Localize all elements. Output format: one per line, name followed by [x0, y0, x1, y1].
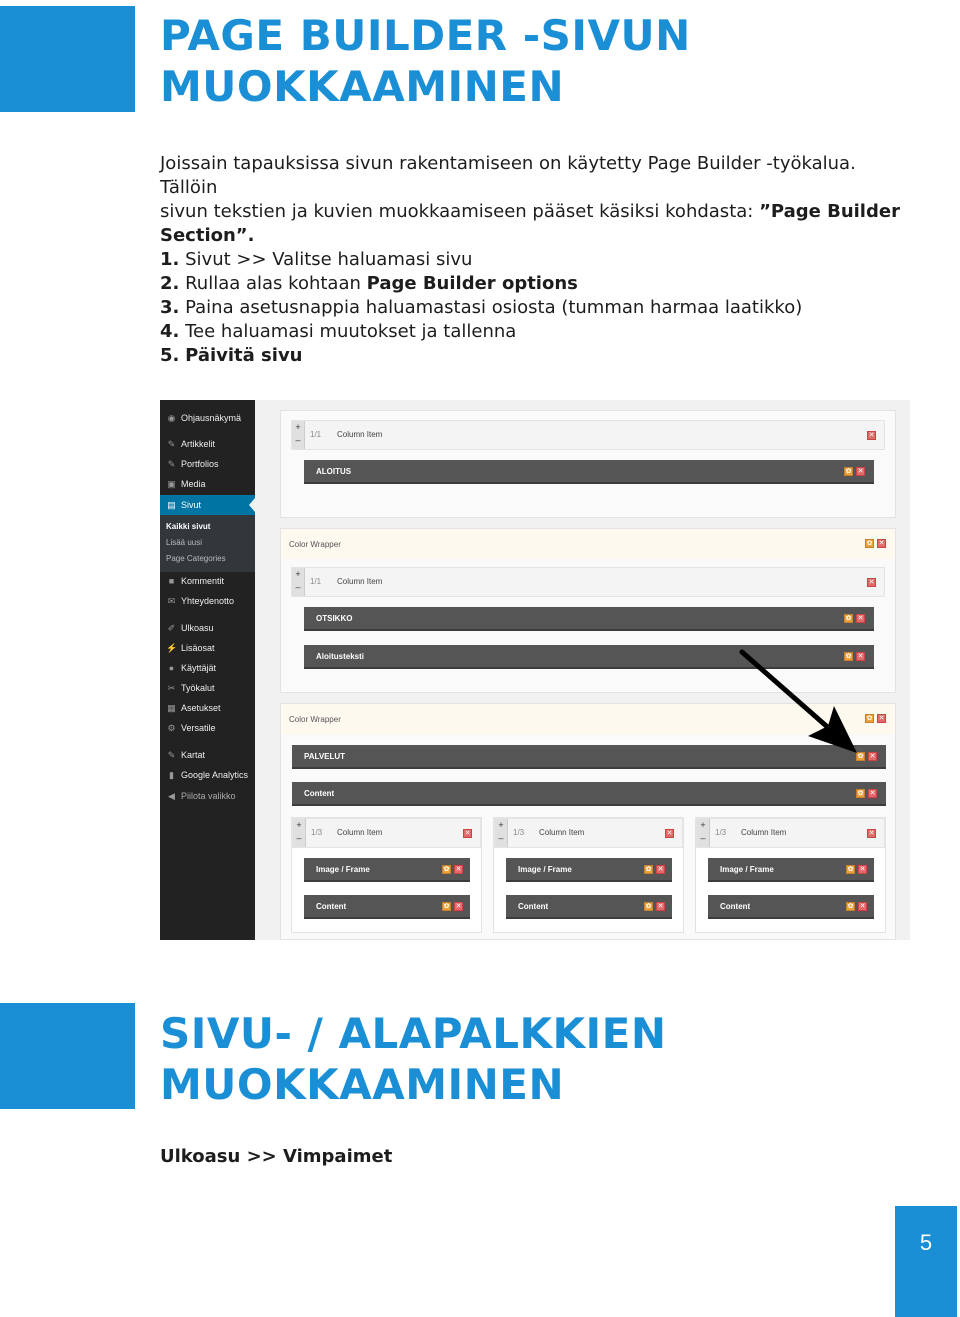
- close-icon[interactable]: ✕: [657, 903, 664, 910]
- gear-icon[interactable]: ✿: [645, 903, 652, 910]
- media-icon: ▣: [167, 479, 176, 489]
- plus-icon[interactable]: +: [498, 820, 504, 830]
- close-icon[interactable]: ✕: [464, 830, 471, 837]
- minus-icon[interactable]: –: [295, 435, 301, 445]
- close-icon[interactable]: ✕: [878, 715, 885, 722]
- gear-icon[interactable]: ✿: [847, 903, 854, 910]
- section-bar-otsikko[interactable]: OTSIKKO ✿ ✕: [304, 607, 874, 631]
- sidebar-item-ulkoasu[interactable]: ✐ Ulkoasu: [166, 620, 214, 636]
- title-line-1: SIVU- / ALAPALKKIEN: [160, 1009, 667, 1058]
- sidebar-item-media[interactable]: ▣ Media: [166, 476, 206, 492]
- plus-icon[interactable]: +: [295, 569, 301, 579]
- title-line-2: MUOKKAAMINEN: [160, 1060, 565, 1109]
- column-size: 1/3: [311, 828, 323, 837]
- section-bar-image-frame[interactable]: Image / Frame ✿ ✕: [708, 858, 874, 882]
- column-size: 1/1: [310, 577, 322, 586]
- step-item: 2. Rullaa alas kohtaan Page Builder options: [160, 273, 578, 294]
- column-size: 1/1: [310, 430, 322, 439]
- title-line-2: MUOKKAAMINEN: [160, 62, 565, 111]
- user-icon: ●: [168, 663, 175, 673]
- plus-icon[interactable]: +: [700, 820, 706, 830]
- gear-icon[interactable]: ✿: [857, 753, 864, 760]
- collapse-icon: ◀: [168, 791, 175, 801]
- gear-icon[interactable]: ✿: [866, 540, 873, 547]
- step-item: 4. Tee haluamasi muutokset ja tallenna: [160, 321, 517, 342]
- sidebar-item-kommentit[interactable]: ■ Kommentit: [166, 573, 224, 589]
- gear-icon[interactable]: ✿: [443, 903, 450, 910]
- gear-icon[interactable]: ✿: [847, 866, 854, 873]
- column-item-label: Column Item: [337, 430, 383, 439]
- annotation-arrow-icon: [160, 400, 910, 940]
- sidebar-item-ohjausnakyma[interactable]: ◉ Ohjausnäkymä: [166, 410, 241, 426]
- sidebar-item-asetukset[interactable]: ▦ Asetukset: [166, 700, 221, 716]
- close-icon[interactable]: ✕: [657, 866, 664, 873]
- sidebar-item-kayttajat[interactable]: ● Käyttäjät: [166, 660, 216, 676]
- section-accent-block: [0, 6, 135, 112]
- sidebar-item-yhteydenotto[interactable]: ✉ Yhteydenotto: [166, 593, 234, 609]
- step-item: 5. Päivitä sivu: [160, 345, 303, 366]
- close-icon[interactable]: ✕: [859, 903, 866, 910]
- pin-icon: ✎: [167, 750, 176, 760]
- section-bar-content[interactable]: Content ✿ ✕: [506, 895, 672, 919]
- section-title: [160, 10, 691, 112]
- close-icon[interactable]: ✕: [666, 830, 673, 837]
- minus-icon[interactable]: –: [296, 833, 302, 843]
- plus-icon[interactable]: +: [296, 820, 302, 830]
- intro-line-3: Section”.: [160, 225, 255, 246]
- column-item-label: Column Item: [337, 577, 383, 586]
- submenu-item-page-categories[interactable]: Page Categories: [166, 554, 226, 563]
- page-builder-screenshot: [160, 400, 910, 940]
- section-accent-block: [0, 1003, 135, 1109]
- sidebar-item-sivut[interactable]: ▤ Sivut: [160, 495, 255, 515]
- column-size: 1/3: [715, 828, 727, 837]
- section-bar-palvelut[interactable]: PALVELUT ✿ ✕: [292, 745, 886, 769]
- pages-icon: ▤: [167, 500, 176, 510]
- section-bar-content[interactable]: Content ✿ ✕: [304, 895, 470, 919]
- gear-icon[interactable]: ✿: [866, 715, 873, 722]
- close-icon[interactable]: ✕: [857, 615, 864, 622]
- intro-bold: ”Page Builder: [759, 201, 900, 222]
- wrench-icon: ✂: [167, 683, 176, 693]
- gear-icon[interactable]: ✿: [645, 866, 652, 873]
- column-item-label: Column Item: [337, 828, 383, 837]
- close-icon[interactable]: ✕: [455, 903, 462, 910]
- sidebar-item-portfolios[interactable]: ✎ Portfolios: [166, 456, 219, 472]
- title-line-1: PAGE BUILDER -SIVUN: [160, 11, 691, 60]
- settings-icon: ▦: [167, 703, 176, 713]
- column-item-label: Column Item: [539, 828, 585, 837]
- section-bar-image-frame[interactable]: Image / Frame ✿ ✕: [506, 858, 672, 882]
- brush-icon: ✐: [167, 623, 176, 633]
- column-item-label: Column Item: [741, 828, 787, 837]
- mail-icon: ✉: [167, 596, 176, 606]
- close-icon[interactable]: ✕: [857, 468, 864, 475]
- column-size: 1/3: [513, 828, 525, 837]
- plus-icon[interactable]: +: [295, 422, 301, 432]
- page-number: 5: [895, 1206, 957, 1317]
- sidebar-item-tyokalut[interactable]: ✂ Työkalut: [166, 680, 215, 696]
- intro-line-2: sivun tekstien ja kuvien muokkaamiseen pääset käsiksi kohdasta:: [160, 201, 760, 222]
- sidebar-item-google-analytics[interactable]: ▮ Google Analytics: [166, 767, 248, 783]
- intro-paragraph: [160, 152, 900, 248]
- close-icon[interactable]: ✕: [868, 579, 875, 586]
- minus-icon[interactable]: –: [295, 582, 301, 592]
- sidebar-item-versatile[interactable]: ⚙ Versatile: [166, 720, 216, 736]
- minus-icon[interactable]: –: [700, 833, 706, 843]
- plugin-icon: ⚡: [166, 643, 178, 653]
- gear-icon: ⚙: [167, 723, 176, 733]
- submenu-item-lisaa-uusi[interactable]: Lisää uusi: [166, 538, 203, 547]
- step-item: 1. Sivut >> Valitse haluamasi sivu: [160, 249, 473, 270]
- section-title: [160, 1008, 667, 1110]
- close-icon[interactable]: ✕: [869, 790, 876, 797]
- color-wrapper-label: Color Wrapper: [289, 715, 341, 724]
- gear-icon[interactable]: ✿: [857, 790, 864, 797]
- sidebar-item-kartat[interactable]: ✎ Kartat: [166, 747, 205, 763]
- dashboard-icon: ◉: [167, 413, 176, 423]
- section-bar-content[interactable]: Content ✿ ✕: [708, 895, 874, 919]
- close-icon[interactable]: ✕: [878, 540, 885, 547]
- gear-icon[interactable]: ✿: [845, 615, 852, 622]
- close-icon[interactable]: ✕: [868, 830, 875, 837]
- close-icon[interactable]: ✕: [868, 432, 875, 439]
- section-bar-aloitusteksti[interactable]: Aloitusteksti ✿ ✕: [304, 645, 874, 669]
- section-bar-content[interactable]: Content ✿ ✕: [292, 782, 886, 806]
- color-wrapper-label: Color Wrapper: [289, 540, 341, 549]
- close-icon[interactable]: ✕: [857, 653, 864, 660]
- sidebar-item-artikkelit[interactable]: ✎ Artikkelit: [166, 436, 215, 452]
- gear-icon[interactable]: ✿: [443, 866, 450, 873]
- close-icon[interactable]: ✕: [869, 753, 876, 760]
- sidebar-item-piilota-valikko[interactable]: ◀ Piilota valikko: [166, 788, 236, 804]
- chart-icon: ▮: [169, 770, 174, 780]
- steps-list: [160, 248, 802, 368]
- intro-line-1: Joissain tapauksissa sivun rakentamiseen on käytetty Page Builder -työkalua. Tällöin: [160, 153, 856, 198]
- gear-icon[interactable]: ✿: [845, 468, 852, 475]
- section-bar-image-frame[interactable]: Image / Frame ✿ ✕: [304, 858, 470, 882]
- comment-icon: ■: [168, 576, 175, 586]
- pin-icon: ✎: [167, 439, 176, 449]
- section-bar-aloitus[interactable]: ALOITUS ✿ ✕: [304, 460, 874, 484]
- gear-icon[interactable]: ✿: [845, 653, 852, 660]
- navigation-path: Ulkoasu >> Vimpaimet: [160, 1146, 393, 1167]
- pin-icon: ✎: [167, 459, 176, 469]
- sidebar-item-lisaosat[interactable]: ⚡ Lisäosat: [166, 640, 215, 656]
- step-item: 3. Paina asetusnappia haluamastasi osiosta (tumman harmaa laatikko): [160, 297, 803, 318]
- close-icon[interactable]: ✕: [455, 866, 462, 873]
- minus-icon[interactable]: –: [498, 833, 504, 843]
- close-icon[interactable]: ✕: [859, 866, 866, 873]
- submenu-item-kaikki-sivut[interactable]: Kaikki sivut: [166, 522, 211, 531]
